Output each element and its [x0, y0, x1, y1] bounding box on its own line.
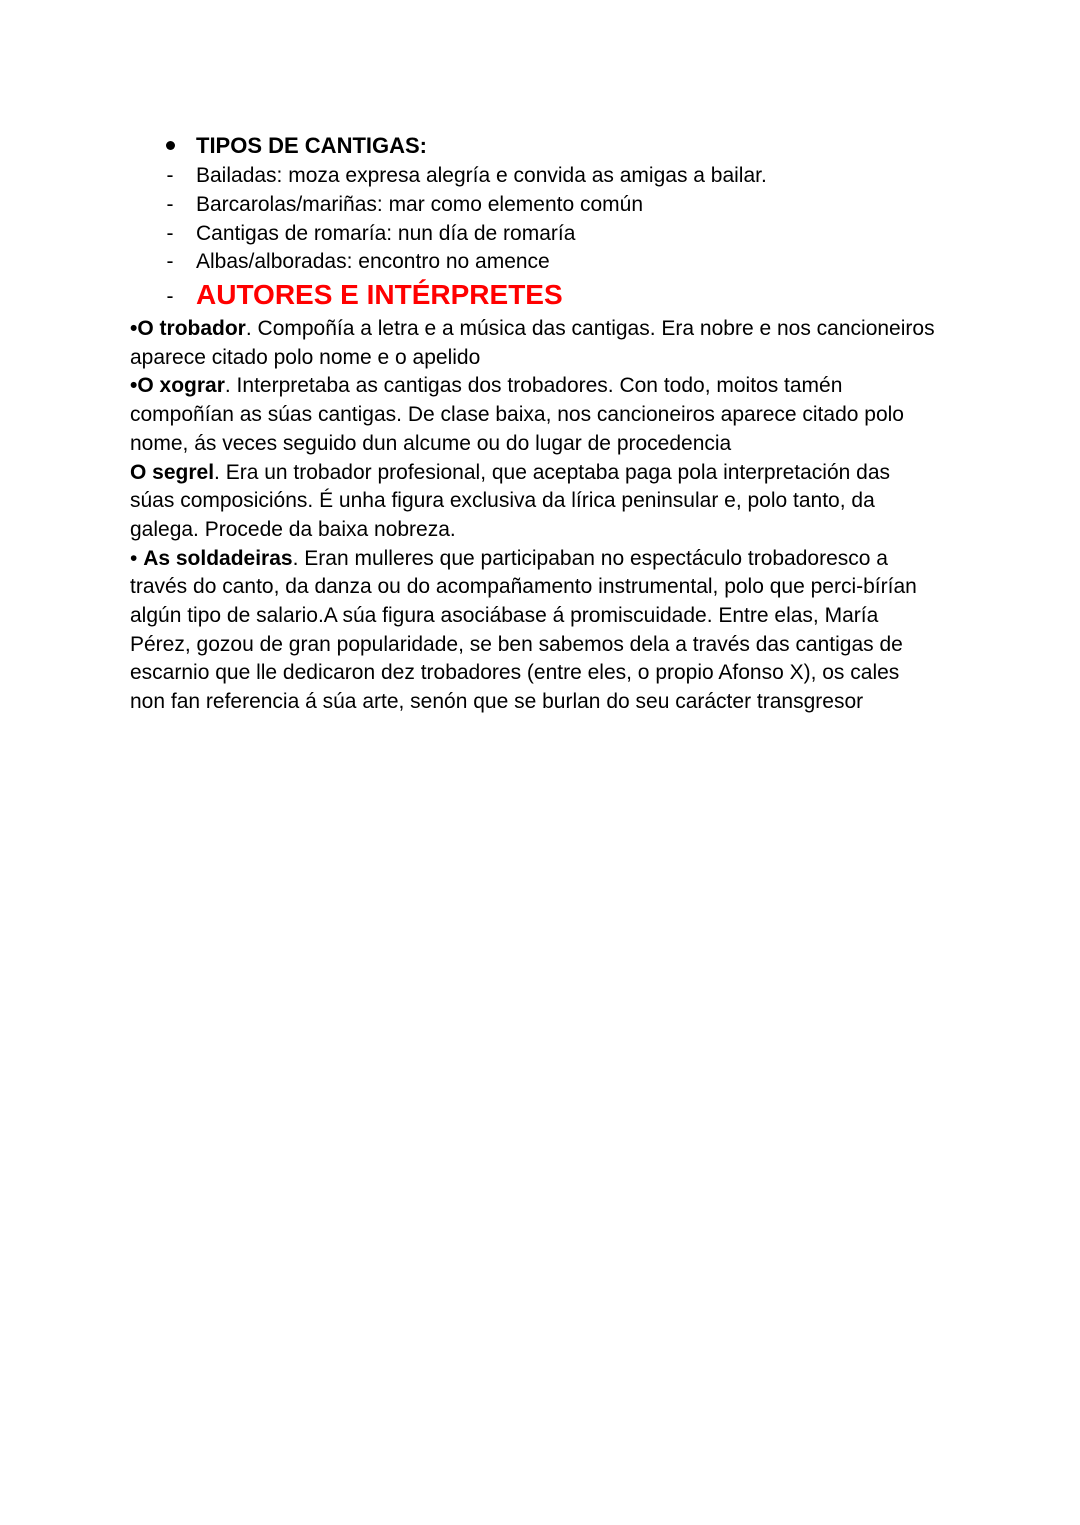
dash-marker: - [166, 192, 174, 216]
autores-heading-item [160, 277, 960, 313]
bullet-prefix: • [130, 317, 138, 340]
paragraph-segrel [130, 459, 940, 545]
tipos-heading: TIPOS DE CANTIGAS: [196, 133, 428, 158]
tipos-list [160, 130, 960, 313]
list-item [160, 248, 960, 277]
paragraph-trobador [130, 315, 940, 372]
bullet-prefix: • [130, 546, 144, 570]
autores-heading: AUTORES E INTÉRPRETES [196, 279, 563, 311]
paragraph-xograr [130, 372, 940, 458]
list-item [160, 162, 960, 191]
term-soldadeiras: As soldadeiras [143, 546, 293, 570]
paragraph-text: . Compoñía a letra e a música das cantigas. Era nobre e nos cancioneiros aparece citado polo nome e o apelido [130, 317, 935, 369]
paragraph-text: . Interpretaba as cantigas dos trobadores. Con todo, moitos tamén compoñían as súas cantigas. De clase baixa, nos cancioneiros aparece citado polo nome, ás veces seguido dun alcume ou do lugar de procedencia [130, 374, 904, 455]
list-item-text: Albas/alboradas: encontro no amence [196, 250, 550, 274]
dash-marker: - [166, 285, 174, 309]
term-segrel: O segrel [130, 460, 215, 484]
paragraph-soldadeiras [130, 545, 940, 717]
bullet-dot-icon [166, 141, 175, 150]
tipos-heading-item [160, 130, 960, 162]
list-item-text: Cantigas de romaría: nun día de romaría [196, 221, 576, 245]
paragraph-text: . Eran mulleres que participaban no espectáculo trobadoresco a través do canto, da danza ou do acompañamento instrumental, polo que perci-bírían algún tipo de salario.A súa figura asociábase á promiscuidade. Entre elas, María Pérez, gozou de gran popularidade, se ben sabemos dela a través das cantigas de escarnio que lle dedicaron dez trobadores (entre eles, o propio Afonso X), os cales non fan referencia á súa arte, senón que se burlan do seu carácter transgresor [130, 546, 917, 714]
bullet-prefix: • [130, 374, 138, 398]
list-item-text: Bailadas: moza expresa alegría e convida as amigas a bailar. [196, 164, 767, 187]
term-trobador: O trobador [137, 317, 246, 340]
autores-body [130, 315, 940, 717]
list-item [160, 191, 960, 220]
paragraph-text: . Era un trobador profesional, que aceptaba paga pola interpretación das súas composicións. É unha figura exclusiva da lírica peninsular e, polo tanto, da galega. Procede da baixa nobreza. [130, 460, 891, 541]
list-item [160, 220, 960, 249]
dash-marker: - [166, 221, 174, 245]
list-item-text: Barcarolas/mariñas: mar como elemento común [196, 192, 644, 216]
dash-marker: - [166, 164, 174, 187]
term-xograr: O xograr [137, 374, 225, 398]
dash-marker: - [166, 250, 174, 274]
